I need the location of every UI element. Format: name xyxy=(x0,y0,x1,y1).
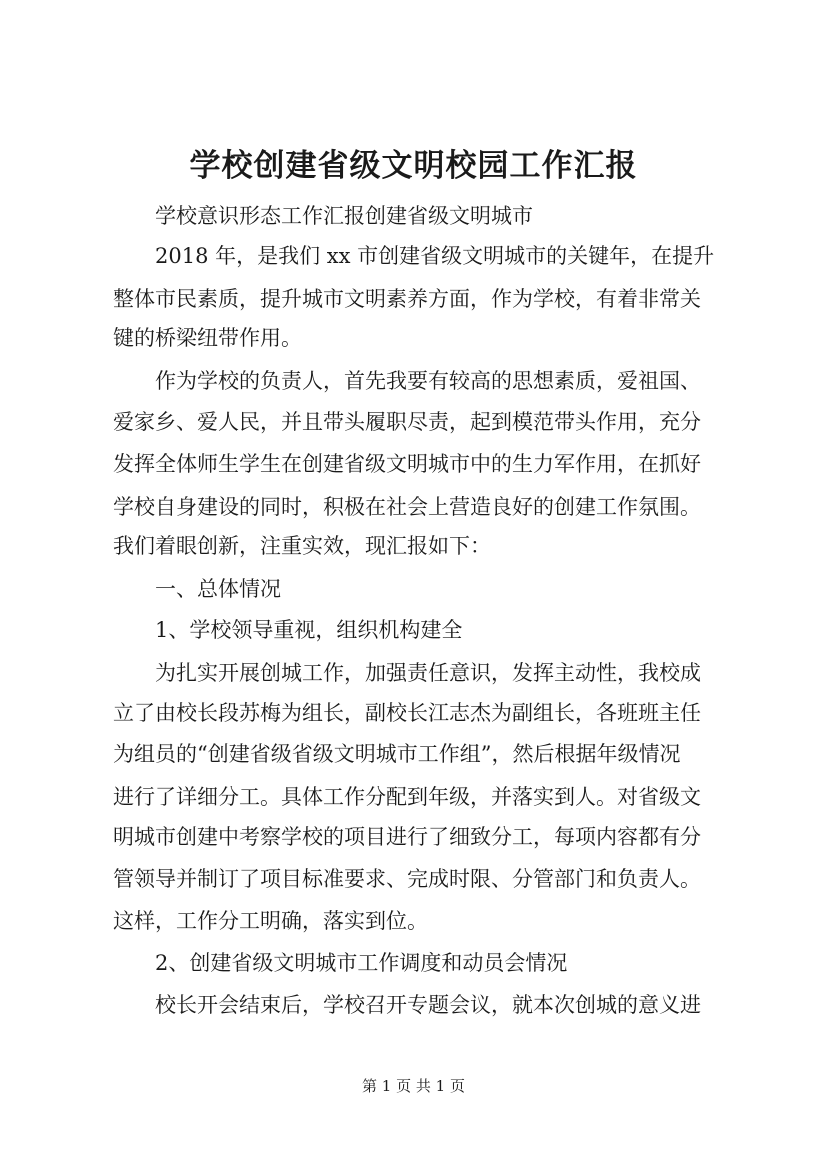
paragraph-line: 这样，工作分工明确，落实到位。 xyxy=(113,909,428,933)
paragraph-line: 爱家乡、爱人民，并且带头履职尽责，起到模范带头作用，充分 xyxy=(113,410,701,434)
paragraph-line: 发挥全体师生学生在创建省级文明城市中的生力军作用，在抓好 xyxy=(113,452,701,476)
paragraph-line: 2018 年，是我们 xx 市创建省级文明城市的关键年，在提升 xyxy=(155,244,715,268)
document-title: 学校创建省级文明校园工作汇报 xyxy=(189,148,638,184)
paragraph-line: 进行了详细分工。具体工作分配到年级，并落实到人。对省级文 xyxy=(113,785,701,809)
paragraph-line: 立了由校长段苏梅为组长，副校长江志杰为副组长，各班班主任 xyxy=(113,701,701,725)
paragraph-line: 学校意识形态工作汇报创建省级文明城市 xyxy=(155,204,533,228)
paragraph-line: 明城市创建中考察学校的项目进行了细致分工，每项内容都有分 xyxy=(113,825,701,849)
paragraph-line: 键的桥梁纽带作用。 xyxy=(113,326,302,350)
paragraph-line: 为组员的“创建省级省级文明城市工作组”，然后根据年级情况 xyxy=(113,742,681,766)
paragraph-line: 为扎实开展创城工作，加强责任意识，发挥主动性，我校成 xyxy=(155,661,701,685)
paragraph-line: 整体市民素质，提升城市文明素养方面，作为学校，有着非常关 xyxy=(113,287,701,311)
paragraph-line: 校长开会结束后，学校召开专题会议，就本次创城的意义进 xyxy=(155,993,701,1017)
subsection-heading: 1、学校领导重视，组织机构建全 xyxy=(155,618,463,642)
paragraph-line: 学校自身建设的同时，积极在社会上营造良好的创建工作氛围。 xyxy=(113,495,701,519)
page-number-footer: 第 1 页 共 1 页 xyxy=(362,1077,465,1095)
paragraph-line: 作为学校的负责人，首先我要有较高的思想素质，爱祖国、 xyxy=(155,369,701,393)
subsection-heading: 2、创建省级文明城市工作调度和动员会情况 xyxy=(155,951,568,975)
paragraph-line: 管领导并制订了项目标准要求、完成时限、分管部门和负责人。 xyxy=(113,867,701,891)
section-heading: 一、总体情况 xyxy=(155,577,281,601)
paragraph-line: 我们着眼创新，注重实效，现汇报如下： xyxy=(113,534,491,558)
